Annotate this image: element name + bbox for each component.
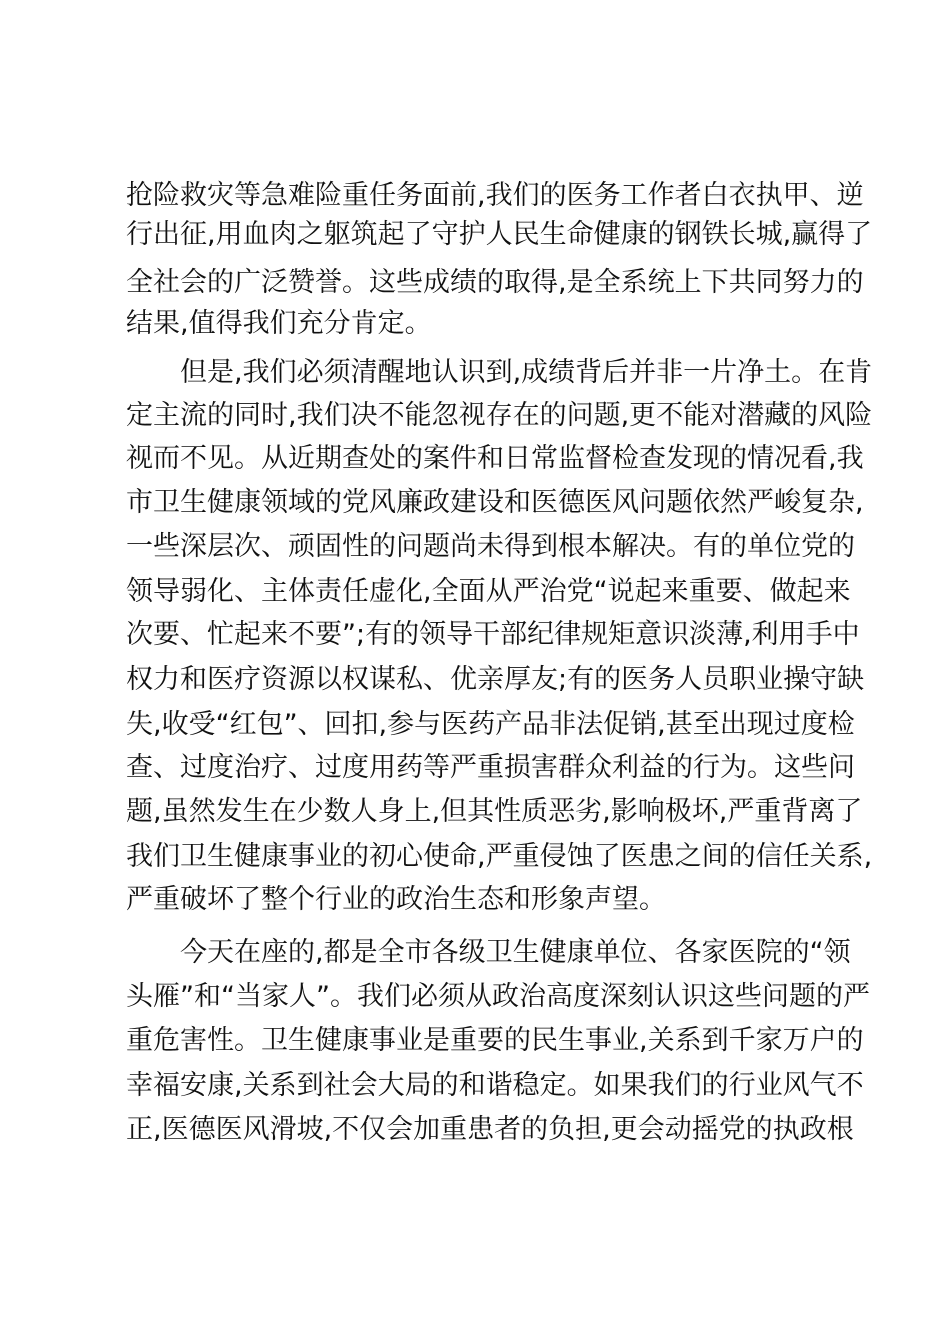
text-line: 结果,值得我们充分肯定。 bbox=[126, 308, 432, 339]
text-line: 失,收受“红包”、回扣,参与医药产品非法促销,甚至出现过度检 bbox=[126, 709, 855, 740]
text-line: 查、过度治疗、过度用药等严重损害群众利益的行为。这些问 bbox=[126, 752, 855, 783]
text-line: 一些深层次、顽固性的问题尚未得到根本解决。有的单位党的 bbox=[126, 531, 855, 562]
text-line: 严重破坏了整个行业的政治生态和形象声望。 bbox=[126, 884, 666, 915]
text-line: 行出征,用血肉之躯筑起了守护人民生命健康的钢铁长城,赢得了 bbox=[126, 219, 873, 250]
text-line: 幸福安康,关系到社会大局的和谐稳定。如果我们的行业风气不 bbox=[126, 1070, 864, 1101]
text-line: 权力和医疗资源以权谋私、优亲厚友;有的医务人员职业操守缺 bbox=[126, 664, 865, 695]
text-line: 全社会的广泛赞誉。这些成绩的取得,是全系统上下共同努力的 bbox=[126, 267, 864, 298]
text-line: 题,虽然发生在少数人身上,但其性质恶劣,影响极坏,严重背离了 bbox=[126, 796, 863, 827]
text-line: 领导弱化、主体责任虚化,全面从严治党“说起来重要、做起来 bbox=[126, 576, 851, 607]
text-line: 抢险救灾等急难险重任务面前,我们的医务工作者白衣执甲、逆 bbox=[126, 180, 864, 211]
text-line: 正,医德医风滑坡,不仅会加重患者的负担,更会动摇党的执政根 bbox=[126, 1114, 854, 1145]
text-line: 重危害性。卫生健康事业是重要的民生事业,关系到千家万户的 bbox=[126, 1025, 864, 1056]
text-line: 次要、忙起来不要”;有的领导干部纪律规矩意识淡薄,利用手中 bbox=[126, 619, 860, 650]
text-line: 市卫生健康领域的党风廉政建设和医德医风问题依然严峻复杂, bbox=[126, 487, 864, 518]
text-line: 头雁”和“当家人”。我们必须从政治高度深刻认识这些问题的严 bbox=[126, 981, 870, 1012]
text-line: 今天在座的,都是全市各级卫生健康单位、各家医院的“领 bbox=[180, 937, 851, 968]
text-line: 视而不见。从近期查处的案件和日常监督检查发现的情况看,我 bbox=[126, 443, 864, 474]
text-line: 但是,我们必须清醒地认识到,成绩背后并非一片净土。在肯 bbox=[180, 357, 873, 388]
text-line: 定主流的同时,我们决不能忽视存在的问题,更不能对潜藏的风险 bbox=[126, 400, 873, 431]
text-line: 我们卫生健康事业的初心使命,严重侵蚀了医患之间的信任关系, bbox=[126, 841, 873, 872]
